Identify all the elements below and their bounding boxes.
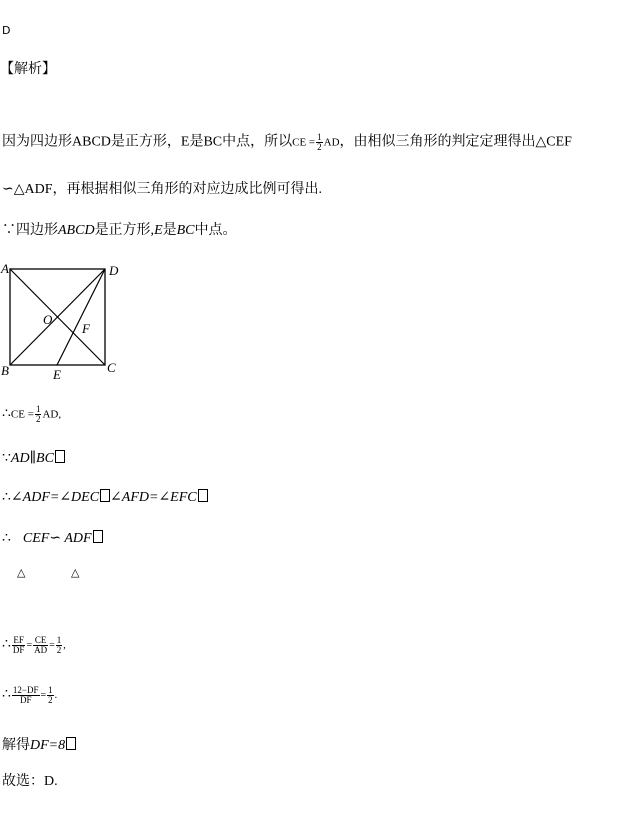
ratio-fraction-3	[56, 636, 63, 655]
ratio-tail: ,	[63, 639, 66, 651]
step-ce-right: AD,	[42, 408, 62, 421]
intro-line-1	[2, 133, 572, 152]
intro-text-a: 因为四边形ABCD是正方形，E是BC中点，所以	[2, 134, 293, 150]
square-figure	[0, 258, 130, 383]
given-suffix: 中点。	[194, 223, 237, 238]
eq-fraction-2	[47, 686, 54, 705]
given-middle: 是正方形,	[94, 223, 155, 238]
therefore-symbol: ∴	[2, 406, 11, 422]
step-ce-den: 2	[35, 414, 41, 424]
angle-expr-1: ∠ADF=∠DEC	[10, 490, 100, 505]
solve-prefix: 解得	[2, 738, 30, 753]
step-solve	[2, 737, 76, 753]
eq-fraction-1	[12, 686, 40, 705]
missing-glyph-box	[100, 489, 110, 502]
therefore-symbol: ∴	[2, 636, 11, 652]
ratio-eq-1: =	[26, 639, 33, 651]
eq-sign: =	[40, 689, 47, 701]
segment-de	[57, 269, 105, 365]
analysis-heading: 【解析】	[0, 61, 56, 77]
ratio-fraction-2	[33, 636, 48, 655]
eq-f2-den: 2	[48, 695, 53, 705]
label-f: F	[82, 321, 90, 336]
label-a: A	[1, 261, 9, 276]
missing-glyph-box	[198, 489, 208, 502]
ratio-f3-den: 2	[56, 645, 62, 655]
label-e: E	[53, 367, 61, 382]
answer-letter: D	[2, 24, 11, 37]
ratio-f2-num: CE	[34, 635, 47, 645]
step-ce-num: 1	[35, 404, 41, 414]
triangle-symbol-1: △	[17, 566, 26, 579]
therefore-symbol: ∴	[2, 686, 11, 702]
eq-f1-den: DF	[12, 695, 40, 705]
ratio-f1-num: EF	[13, 635, 24, 645]
step-equation	[2, 686, 57, 705]
ratio-f2-den: AD	[34, 645, 48, 655]
label-o: O	[43, 312, 53, 327]
because-symbol: ∵	[2, 451, 11, 466]
ratio-eq-2: =	[49, 639, 55, 651]
ce-expr-right: AD	[323, 136, 340, 149]
missing-glyph-box	[66, 737, 76, 750]
missing-glyph-box	[55, 450, 65, 463]
therefore-symbol: ∴	[2, 531, 11, 546]
ratio-f3-num: 1	[56, 635, 62, 645]
eq-f2-num: 1	[48, 685, 53, 695]
ce-frac-num: 1	[317, 132, 322, 142]
given-prefix: ∵四边形	[2, 223, 58, 238]
ce-expr-left: CE =	[292, 136, 316, 149]
step-ce-fraction	[35, 405, 42, 424]
given-is: 是	[162, 223, 177, 238]
step-angles	[2, 489, 208, 505]
ratio-fraction-1	[12, 636, 26, 655]
intro-text-b: ，由相似三角形的判定定理得出△CEF	[339, 134, 572, 150]
ce-frac-den: 2	[317, 142, 322, 152]
label-b: B	[1, 363, 9, 378]
segment-bc-name: BC	[176, 223, 195, 238]
parallel-expr: AD∥BC	[10, 451, 54, 466]
step-ratio	[2, 636, 66, 655]
final-choice: 故选：D.	[2, 774, 58, 789]
intro-line-2: ∽△ADF，再根据相似三角形的对应边成比例可得出.	[2, 182, 323, 197]
triangle-symbol-2: △	[71, 566, 80, 579]
step-parallel	[2, 450, 65, 466]
label-d: D	[109, 263, 119, 278]
step-ce-half	[2, 405, 61, 424]
ratio-f1-den: DF	[12, 645, 25, 655]
angle-expr-2: ∠AFD=∠EFC	[110, 490, 197, 505]
step-similar	[2, 530, 103, 546]
solve-expr: DF=8	[30, 738, 66, 753]
eq-tail: .	[54, 689, 58, 701]
similar-expr: CEF∽ ADF	[22, 531, 92, 546]
eq-f1-num: 12−DF	[12, 685, 39, 695]
given-statement	[2, 224, 237, 238]
missing-glyph-box	[93, 530, 103, 543]
therefore-symbol: ∴	[2, 490, 11, 505]
step-ce-left: CE =	[10, 408, 34, 421]
point-e-name: E	[154, 223, 163, 238]
ce-fraction	[316, 133, 323, 152]
quad-name: ABCD	[58, 223, 95, 238]
label-c: C	[107, 360, 116, 375]
